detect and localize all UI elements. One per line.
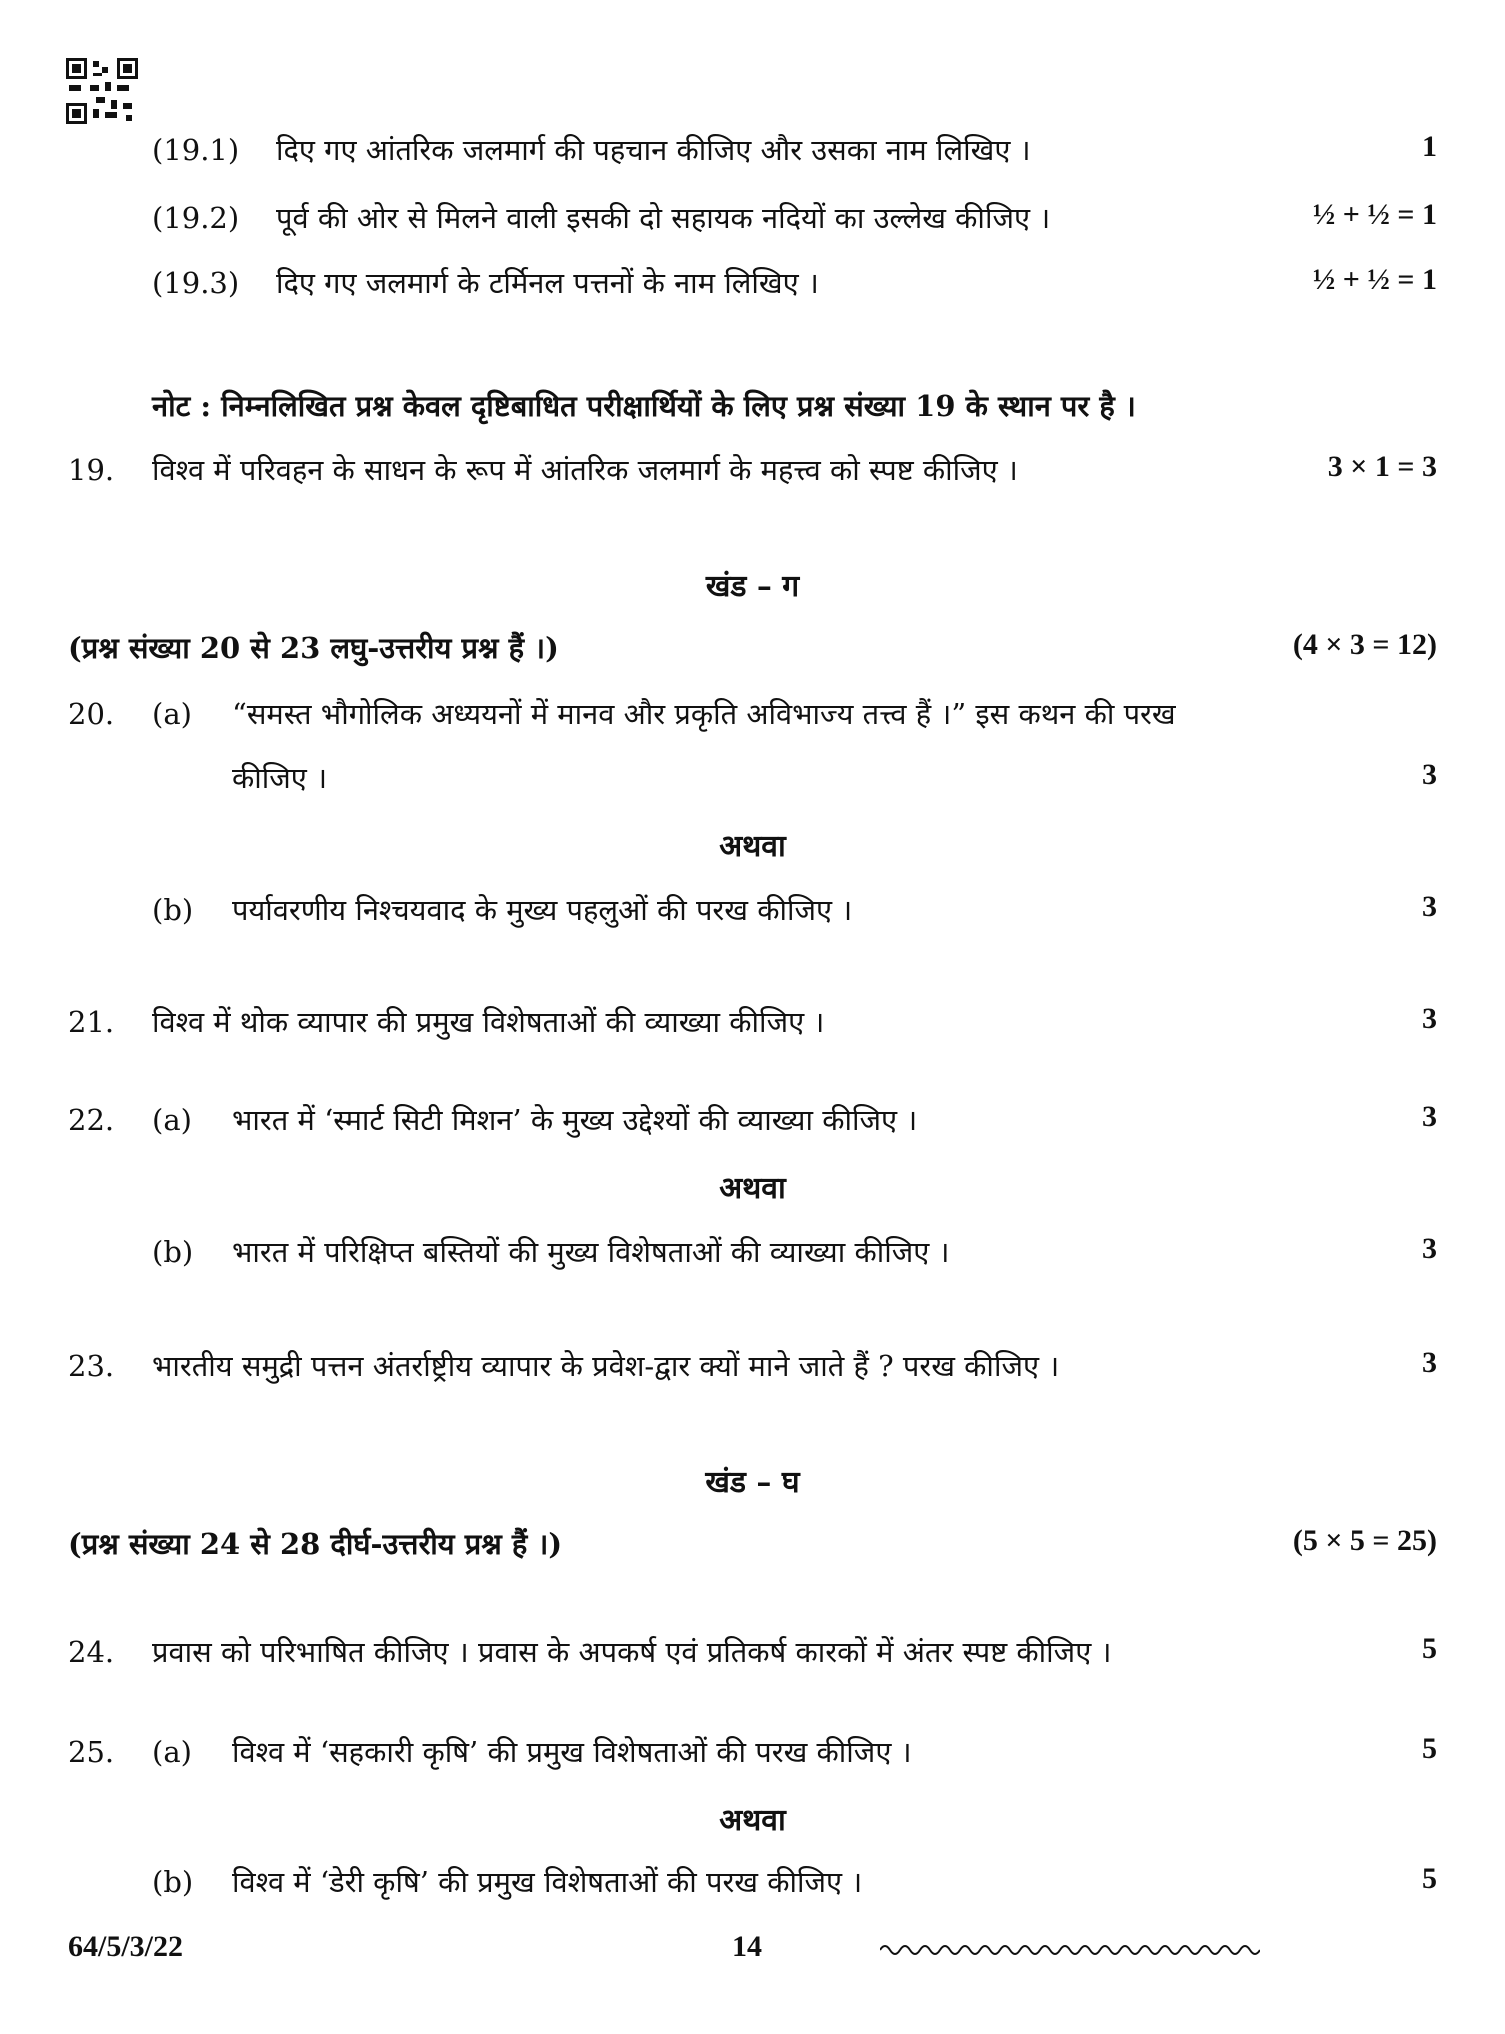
q19-part-1-marks: 1 xyxy=(1422,130,1437,163)
q22-a-marks: 3 xyxy=(1422,1100,1437,1133)
decorative-wave-line xyxy=(880,1940,1260,1960)
q19-part-3-marks: ½ + ½ = 1 xyxy=(1312,263,1437,296)
q25-a-marks: 5 xyxy=(1422,1732,1437,1765)
q19-alt-marks: 3 × 1 = 3 xyxy=(1327,450,1437,483)
q24-marks: 5 xyxy=(1422,1632,1437,1665)
section-gh-instruction: (प्रश्न संख्या 24 से 28 दीर्घ-उत्तरीय प्रश्न हैं ।) xyxy=(68,1527,563,1561)
q22-b-label: (b) xyxy=(152,1235,194,1269)
q25-b-text: विश्व में ‘डेरी कृषि’ की प्रमुख विशेषताओं की परख कीजिए । xyxy=(232,1865,863,1899)
q20-a-label: (a) xyxy=(152,697,192,731)
q19-part-2-number: (19.2) xyxy=(152,201,240,235)
q20-b-text: पर्यावरणीय निश्चयवाद के मुख्य पहलुओं की परख कीजिए । xyxy=(232,893,853,927)
q20-a-line2: कीजिए । xyxy=(232,761,328,795)
q21-marks: 3 xyxy=(1422,1002,1437,1035)
q20-number: 20. xyxy=(68,697,115,731)
section-g-title: खंड – ग xyxy=(705,569,800,604)
section-gh-title: खंड – घ xyxy=(705,1465,800,1500)
q20-b-label: (b) xyxy=(152,893,194,927)
q19-part-2-text: पूर्व की ओर से मिलने वाली इसकी दो सहायक नदियों का उल्लेख कीजिए । xyxy=(276,201,1051,235)
q20-b-marks: 3 xyxy=(1422,890,1437,923)
q19-part-1-text: दिए गए आंतरिक जलमार्ग की पहचान कीजिए और उसका नाम लिखिए । xyxy=(276,133,1031,167)
q22-number: 22. xyxy=(68,1103,115,1137)
page-number: 14 xyxy=(732,1930,762,1963)
q21-number: 21. xyxy=(68,1005,115,1039)
section-g-instruction: (प्रश्न संख्या 20 से 23 लघु-उत्तरीय प्रश्न हैं ।) xyxy=(68,631,559,665)
q22-a-text: भारत में ‘स्मार्ट सिटी मिशन’ के मुख्य उद्देश्यों की व्याख्या कीजिए । xyxy=(232,1103,918,1137)
q22-a-label: (a) xyxy=(152,1103,192,1137)
q19-alt-text: विश्व में परिवहन के साधन के रूप में आंतरिक जलमार्ग के महत्त्व को स्पष्ट कीजिए । xyxy=(152,453,1018,487)
q25-or: अथवा xyxy=(719,1803,786,1838)
q23-number: 23. xyxy=(68,1349,115,1383)
q20-or: अथवा xyxy=(719,829,786,864)
section-gh-marks: (5 × 5 = 25) xyxy=(1292,1524,1437,1557)
q21-text: विश्व में थोक व्यापार की प्रमुख विशेषताओं की व्याख्या कीजिए । xyxy=(152,1005,825,1039)
section-g-marks: (4 × 3 = 12) xyxy=(1292,628,1437,661)
q20-a-marks: 3 xyxy=(1422,758,1437,791)
q19-part-2-marks: ½ + ½ = 1 xyxy=(1312,198,1437,231)
q19-part-1-number: (19.1) xyxy=(152,133,240,167)
q23-marks: 3 xyxy=(1422,1346,1437,1379)
q23-text: भारतीय समुद्री पत्तन अंतर्राष्ट्रीय व्यापार के प्रवेश-द्वार क्यों माने जाते हैं ? परख कीजिए । xyxy=(152,1349,1060,1383)
qr-code-icon xyxy=(66,58,138,124)
q19-part-3-text: दिए गए जलमार्ग के टर्मिनल पत्तनों के नाम लिखिए । xyxy=(276,266,819,300)
q22-b-text: भारत में परिक्षिप्त बस्तियों की मुख्य विशेषताओं की व्याख्या कीजिए । xyxy=(232,1235,950,1269)
q25-b-label: (b) xyxy=(152,1865,194,1899)
q20-a-line1: “समस्त भौगोलिक अध्ययनों में मानव और प्रकृति अविभाज्य तत्त्व हैं ।” इस कथन की परख xyxy=(232,697,1176,731)
q24-number: 24. xyxy=(68,1635,115,1669)
q22-or: अथवा xyxy=(719,1171,786,1206)
q19-alt-number: 19. xyxy=(68,453,115,487)
paper-code: 64/5/3/22 xyxy=(68,1930,184,1963)
q25-a-label: (a) xyxy=(152,1735,192,1769)
q24-text: प्रवास को परिभाषित कीजिए । प्रवास के अपकर्ष एवं प्रतिकर्ष कारकों में अंतर स्पष्ट कीजिए । xyxy=(152,1635,1112,1669)
q22-b-marks: 3 xyxy=(1422,1232,1437,1265)
note-visually-impaired: नोट : निम्नलिखित प्रश्न केवल दृष्टिबाधित परीक्षार्थियों के लिए प्रश्न संख्या 19 के स्थान पर है । xyxy=(152,389,1136,423)
q19-part-3-number: (19.3) xyxy=(152,266,240,300)
q25-a-text: विश्व में ‘सहकारी कृषि’ की प्रमुख विशेषताओं की परख कीजिए । xyxy=(232,1735,912,1769)
q25-number: 25. xyxy=(68,1735,115,1769)
q25-b-marks: 5 xyxy=(1422,1862,1437,1895)
